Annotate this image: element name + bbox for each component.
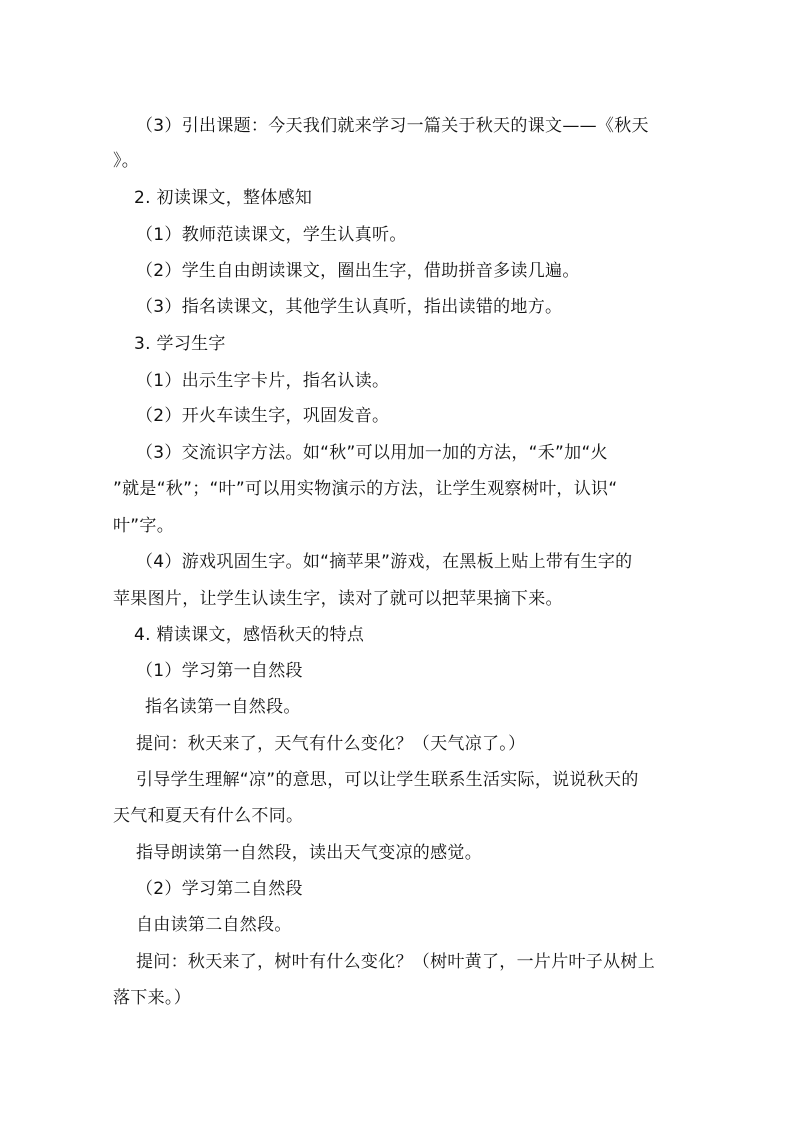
section-heading: 2. 初读课文，整体感知: [134, 188, 313, 208]
text-line: 》。: [113, 151, 140, 171]
text-line: （2）开火车读生字，巩固发音。: [136, 406, 390, 426]
text-line: 天气和夏天有什么不同。: [113, 806, 304, 826]
text-line: （1）学习第一自然段: [136, 661, 303, 681]
text-line: （1）出示生字卡片，指名认读。: [136, 371, 390, 391]
section-heading: 3. 学习生字: [134, 334, 226, 354]
section-heading: 4. 精读课文，感悟秋天的特点: [134, 625, 365, 645]
text-line: （3）指名读课文，其他学生认真听，指出读错的地方。: [136, 297, 563, 317]
text-line: 叶”字。: [113, 516, 175, 536]
text-line: 提问：秋天来了，天气有什么变化？（天气凉了。）: [136, 734, 526, 754]
text-line: 指导朗读第一自然段，读出天气变凉的感觉。: [136, 843, 482, 863]
text-line: 引导学生理解“凉”的意思，可以让学生联系生活实际，说说秋天的: [136, 770, 639, 790]
text-line: 落下来。）: [113, 988, 191, 1008]
text-line: ”就是“秋”；“叶”可以用实物演示的方法，让学生观察树叶，认识“: [113, 479, 618, 499]
text-line: （1）教师范读课文，学生认真听。: [136, 225, 407, 245]
text-line: （4）游戏巩固生字。如“摘苹果”游戏，在黑板上贴上带有生字的: [136, 552, 633, 572]
text-line: 指名读第一自然段。: [145, 697, 301, 717]
text-line: （2）学生自由朗读课文，圈出生字，借助拼音多读几遍。: [136, 261, 580, 281]
text-line: 自由读第二自然段。: [136, 915, 292, 935]
text-line: 提问：秋天来了，树叶有什么变化？（树叶黄了，一片片叶子从树上: [136, 952, 655, 972]
text-line: （3）交流识字方法。如“秋”可以用加一加的方法，“禾”加“火: [136, 443, 608, 463]
text-line: 苹果图片，让学生认读生字，读对了就可以把苹果摘下来。: [113, 589, 563, 609]
text-line: （3）引出课题：今天我们就来学习一篇关于秋天的课文——《秋天: [136, 116, 649, 136]
text-line: （2）学习第二自然段: [136, 879, 303, 899]
